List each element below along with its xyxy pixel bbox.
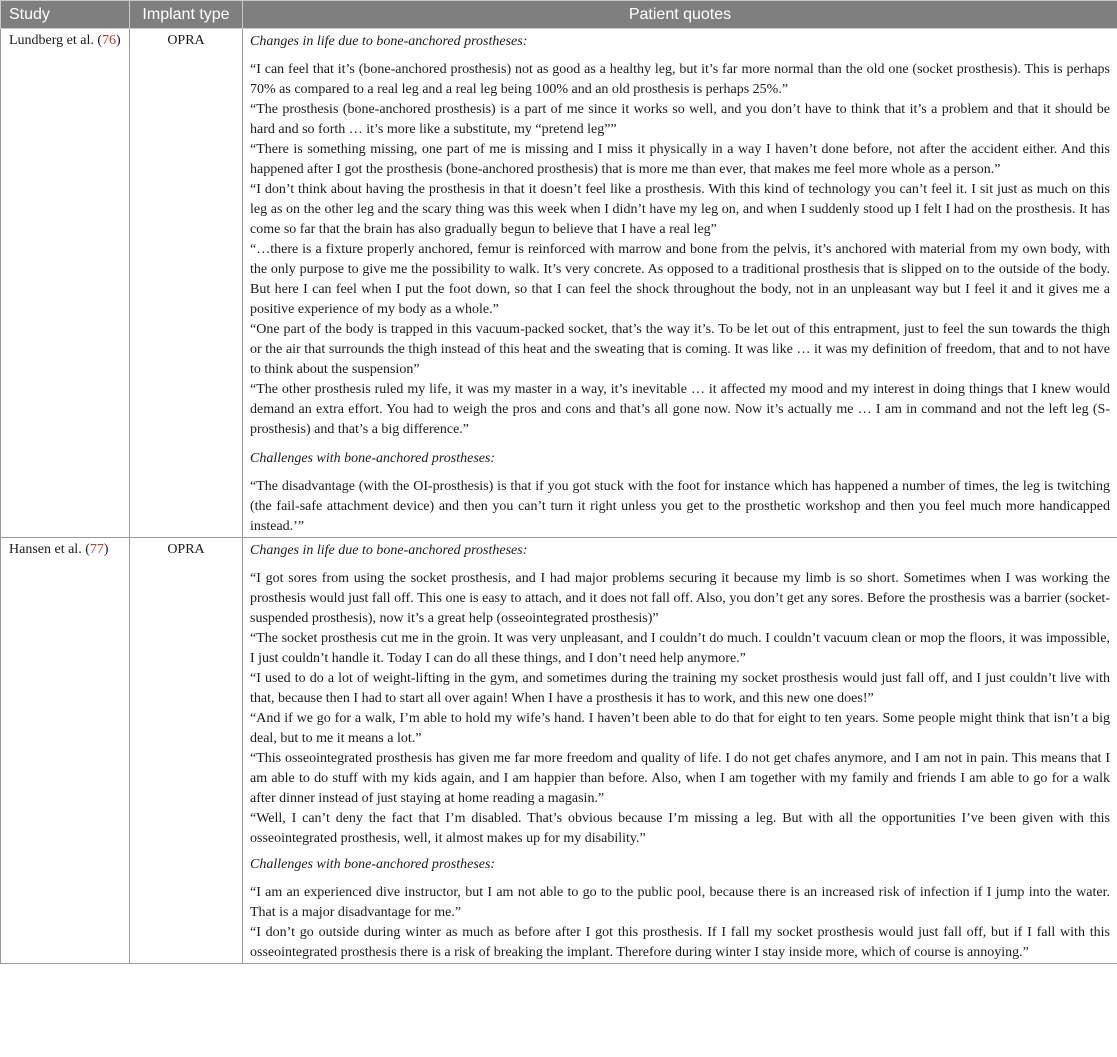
patient-quote: “The other prosthesis ruled my life, it was my master in a way, it’s inevitable … it affected my mood and my interest in doing things that I knew would demand an extra effort. You had to weigh the pros and cons and that’s all gone now. Now it’s actually me … I am in command and not the left leg (S-prosthesis) and that’s a big difference.” xyxy=(250,382,1110,437)
header-row xyxy=(1,1,1117,29)
section-title: Challenges with bone-anchored prostheses: xyxy=(250,857,496,872)
quotes-cell xyxy=(243,29,1117,538)
header-patient-quotes: Patient quotes xyxy=(243,1,1117,29)
table-row xyxy=(1,538,1117,964)
study-cell xyxy=(1,29,130,538)
quotes-cell xyxy=(243,538,1117,964)
section-title: Changes in life due to bone-anchored prostheses: xyxy=(250,34,528,49)
patient-quote: “I used to do a lot of weight-lifting in the gym, and sometimes during the training my socket prosthesis would just fall off, and I just couldn’t live with that, because then I had to start all over again! When I have a prosthesis it has to work, and this new one does!” xyxy=(250,671,1110,706)
header-implant-type: Implant type xyxy=(130,1,243,29)
patient-quote: “The disadvantage (with the OI-prosthesis) is that if you got stuck with the foot for instance which has happened a number of times, the leg is twitching (the fail-safe attachment device) and then you can’t turn it right unless you get to the prosthetic workshop and then you feel much more handicapped instead.’” xyxy=(250,479,1110,534)
patient-quote: “I am an experienced dive instructor, but I am not able to go to the public pool, because there is an increased risk of infection if I jump into the water. That is a major disadvantage for me.” xyxy=(250,885,1110,920)
patient-quote: “…there is a fixture properly anchored, femur is reinforced with marrow and bone from the pelvis, it’s anchored with material from my own body, with the only purpose to give me the possibility to walk. It’s very concrete. As opposed to a traditional prosthesis that is slipped on to the outside of the body. But here I can feel when I put the foot down, so that I can feel the shock throughout the body, not in an unpleasant way but I feel it and it gives me a positive experience of my body as a whole.” xyxy=(250,242,1110,317)
reference-link[interactable]: 77 xyxy=(89,542,104,557)
header-study: Study xyxy=(1,1,130,29)
patient-quote: “The prosthesis (bone-anchored prosthesis) is a part of me since it works so well, and you don’t have to think that it’s a problem and that it should be hard and so forth … it’s more like a substitute, my “pretend leg”” xyxy=(250,102,1110,137)
patient-quote: “This osseointegrated prosthesis has given me far more freedom and quality of life. I do not get chafes anymore, and I am not in pain. This means that I am able to do stuff with my kids again, and I am happier than before. Also, when I am together with my family and friends I am able to go for a walk after dinner instead of just staying at home reading a magasin.” xyxy=(250,751,1110,806)
table-row xyxy=(1,29,1117,538)
section-title: Changes in life due to bone-anchored prostheses: xyxy=(250,543,528,558)
patient-quote: “I can feel that it’s (bone-anchored prosthesis) not as good as a healthy leg, but it’s far more normal than the old one (socket prosthesis). This is perhaps 70% as compared to a real leg and a real leg being 100% and an old prosthesis is perhaps 25%.” xyxy=(250,62,1110,97)
implant-type-cell: OPRA xyxy=(130,538,243,964)
patient-quote: “Well, I can’t deny the fact that I’m disabled. That’s obvious because I’m missing a leg. But with all the opportunities I’ve been given with this osseointegrated prosthesis, well, it almost makes up for my disability.” xyxy=(250,811,1110,846)
study-paren: ) xyxy=(103,542,109,557)
study-name: Lundberg et al. ( xyxy=(9,33,103,48)
patient-quote: “One part of the body is trapped in this vacuum-packed socket, that’s the way it’s. To be let out of this entrapment, just to feel the sun towards the thigh or the air that surrounds the thigh instead of this heat and the sweating that is coming. It was like … it was my definition of freedom, that and to not have to think about the suspension” xyxy=(250,322,1110,377)
patient-quote: “I got sores from using the socket prosthesis, and I had major problems securing it because my limb is so short. Sometimes when I was working the prosthesis would just fall off. This one is easy to attach, and it does not fall off. Also, you don’t get any sores. Before the prosthesis was a barrier (socket-suspended prosthesis), now it’s a great help (osseointegrated prosthesis)” xyxy=(250,571,1110,626)
patient-quote: “I don’t think about having the prosthesis in that it doesn’t feel like a prosthesis. With this kind of technology you can’t feel it. I sit just as much on this leg as on the other leg and the scary thing was this week when I didn’t have my leg on, and when I suddenly stood up I felt I had on the prosthesis. It has come so far that the brain has also gradually begun to believe that I have a real leg” xyxy=(250,182,1110,237)
patient-quote: “The socket prosthesis cut me in the groin. It was very unpleasant, and I couldn’t do much. I couldn’t vacuum clean or mop the floors, it was impossible, I just couldn’t handle it. Today I can do all these things, and I don’t need help anymore.” xyxy=(250,631,1110,666)
study-paren: ) xyxy=(116,33,121,48)
section-title: Challenges with bone-anchored prostheses: xyxy=(250,451,496,466)
patient-quote: “I don’t go outside during winter as much as before after I got this prosthesis. If I fall my socket prosthesis would just fall off, but if I fall with this osseointegrated prosthesis there is a risk of breaking the implant. Therefore during winter I stay inside more, which of course is annoying.” xyxy=(250,925,1110,960)
implant-type-cell: OPRA xyxy=(130,29,243,538)
study-name: Hansen et al. ( xyxy=(9,542,90,557)
reference-link[interactable]: 76 xyxy=(102,33,117,48)
study-cell xyxy=(1,538,130,964)
patient-quote: “And if we go for a walk, I’m able to hold my wife’s hand. I haven’t been able to do that for eight to ten years. Some people might think that isn’t a big deal, but to me it means a lot.” xyxy=(250,711,1110,746)
patient-quote: “There is something missing, one part of me is missing and I miss it physically in a way I haven’t done before, not after the accident either. And this happened after I got the prosthesis (bone-anchored prosthesis) that is more me than ever, that makes me feel more whole as a person.” xyxy=(250,142,1110,177)
